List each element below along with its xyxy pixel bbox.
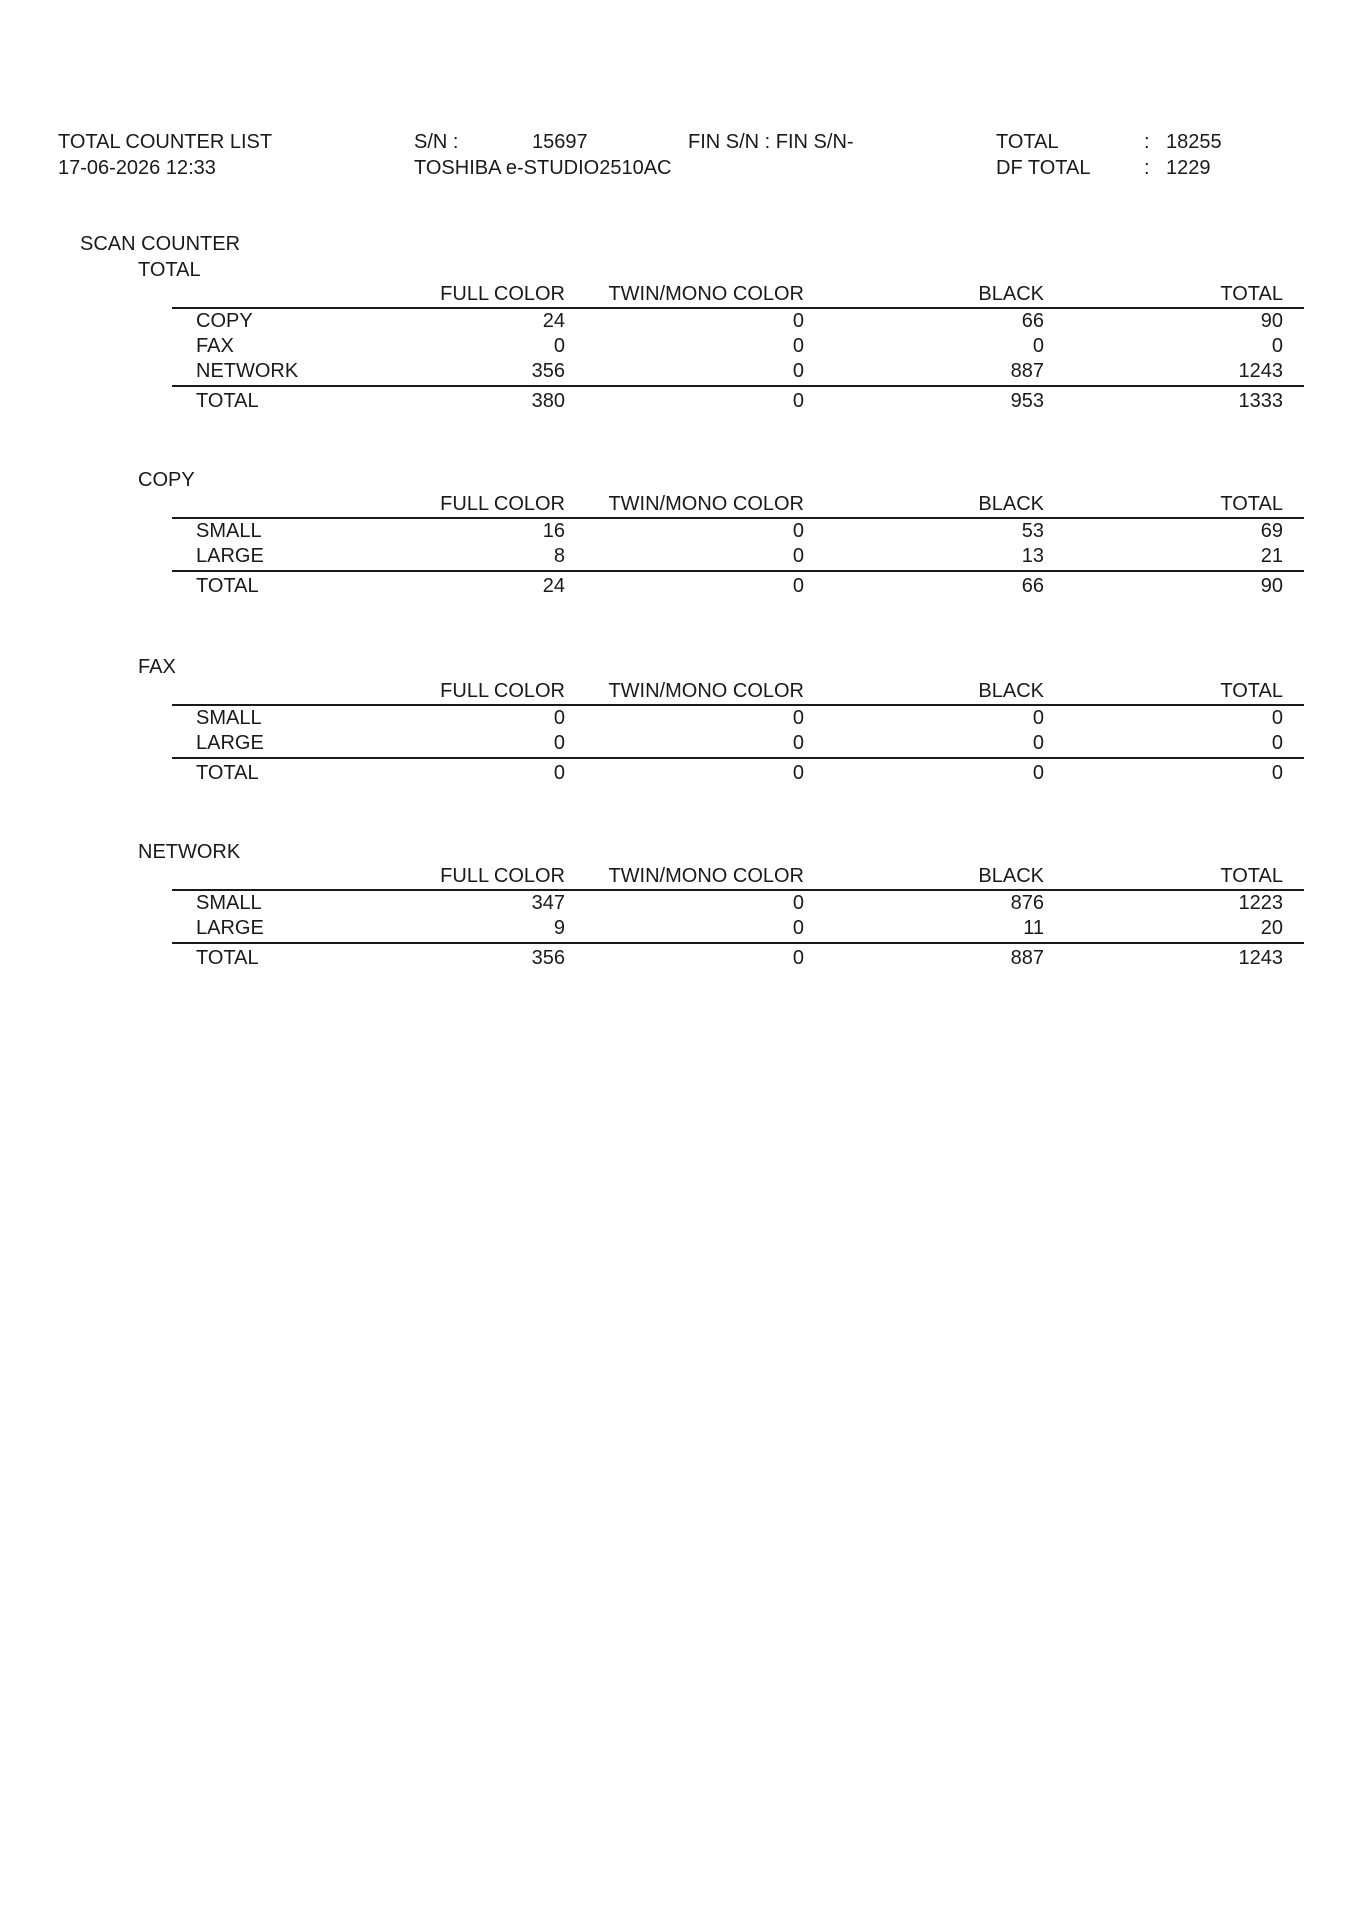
table-cell: 0: [792, 520, 804, 542]
table-cell: 1223: [1238, 892, 1283, 914]
total-cell: 66: [1021, 575, 1044, 597]
table-cell: 90: [1260, 310, 1283, 332]
total-cell: 0: [792, 575, 804, 597]
total-cell: 356: [531, 947, 565, 969]
table-cell: 69: [1260, 520, 1283, 542]
total-cell: 90: [1260, 575, 1283, 597]
df-total-value: 1229: [1166, 157, 1211, 179]
column-header-black: BLACK: [978, 865, 1044, 887]
column-header-full-color: FULL COLOR: [440, 493, 565, 515]
table-cell: 0: [792, 892, 804, 914]
table-cell: 0: [1271, 335, 1283, 357]
report-title: TOTAL COUNTER LIST: [58, 131, 273, 153]
total-row-label: TOTAL: [196, 390, 259, 412]
table-cell: 13: [1021, 545, 1044, 567]
column-header-full-color: FULL COLOR: [440, 865, 565, 887]
grand-total-value: 18255: [1166, 131, 1222, 153]
table-cell: 1243: [1238, 360, 1283, 382]
total-cell: 953: [1010, 390, 1044, 412]
table-cell: 887: [1010, 360, 1044, 382]
finisher-serial-number: FIN S/N : FIN S/N-: [688, 131, 854, 153]
total-cell: 887: [1010, 947, 1044, 969]
scan-counter-heading: SCAN COUNTER: [80, 233, 241, 255]
column-header-total: TOTAL: [1220, 865, 1283, 887]
row-label: COPY: [196, 310, 253, 332]
column-header-twin-mono-color: TWIN/MONO COLOR: [608, 493, 804, 515]
section-title-fax: FAX: [138, 656, 176, 678]
row-label: SMALL: [196, 707, 262, 729]
row-label: LARGE: [196, 917, 264, 939]
total-cell: 1333: [1238, 390, 1283, 412]
total-row-label: TOTAL: [196, 762, 259, 784]
total-cell: 0: [792, 390, 804, 412]
header-rule: [172, 704, 1304, 706]
table-cell: 347: [531, 892, 565, 914]
total-cell: 0: [553, 762, 565, 784]
table-cell: 0: [792, 707, 804, 729]
table-cell: 24: [542, 310, 565, 332]
table-cell: 20: [1260, 917, 1283, 939]
total-row-label: TOTAL: [196, 575, 259, 597]
row-label: FAX: [196, 335, 234, 357]
total-rule: [172, 757, 1304, 759]
total-rule: [172, 942, 1304, 944]
row-label: NETWORK: [196, 360, 299, 382]
section-title-copy: COPY: [138, 469, 195, 491]
column-header-total: TOTAL: [1220, 493, 1283, 515]
table-cell: 0: [1271, 707, 1283, 729]
table-cell: 21: [1260, 545, 1283, 567]
row-label: LARGE: [196, 732, 264, 754]
column-header-total: TOTAL: [1220, 283, 1283, 305]
total-cell: 0: [792, 762, 804, 784]
column-header-twin-mono-color: TWIN/MONO COLOR: [608, 680, 804, 702]
row-label: LARGE: [196, 545, 264, 567]
column-header-full-color: FULL COLOR: [440, 283, 565, 305]
total-cell: 380: [531, 390, 565, 412]
column-header-black: BLACK: [978, 283, 1044, 305]
section-title-network: NETWORK: [138, 841, 241, 863]
column-header-twin-mono-color: TWIN/MONO COLOR: [608, 865, 804, 887]
table-cell: 0: [792, 917, 804, 939]
total-rule: [172, 385, 1304, 387]
column-header-full-color: FULL COLOR: [440, 680, 565, 702]
table-cell: 0: [792, 732, 804, 754]
table-cell: 16: [542, 520, 565, 542]
total-cell: 1243: [1238, 947, 1283, 969]
table-cell: 66: [1021, 310, 1044, 332]
header-rule: [172, 307, 1304, 309]
table-cell: 0: [792, 310, 804, 332]
grand-total-label: TOTAL: [996, 131, 1059, 153]
column-header-black: BLACK: [978, 493, 1044, 515]
serial-number-value: 15697: [532, 131, 588, 153]
total-row-label: TOTAL: [196, 947, 259, 969]
table-cell: 0: [1271, 732, 1283, 754]
row-label: SMALL: [196, 892, 262, 914]
report-datetime: 17-06-2026 12:33: [58, 157, 216, 179]
table-cell: 0: [792, 545, 804, 567]
df-total-label: DF TOTAL: [996, 157, 1091, 179]
table-cell: 356: [531, 360, 565, 382]
table-cell: 9: [553, 917, 565, 939]
column-header-twin-mono-color: TWIN/MONO COLOR: [608, 283, 804, 305]
total-cell: 0: [792, 947, 804, 969]
serial-number-label: S/N :: [414, 131, 459, 153]
table-cell: 0: [1032, 335, 1044, 357]
total-cell: 0: [1271, 762, 1283, 784]
column-header-total: TOTAL: [1220, 680, 1283, 702]
table-cell: 0: [553, 707, 565, 729]
table-cell: 0: [792, 335, 804, 357]
row-label: SMALL: [196, 520, 262, 542]
table-cell: 0: [553, 732, 565, 754]
table-cell: 0: [1032, 707, 1044, 729]
table-cell: 0: [553, 335, 565, 357]
device-model: TOSHIBA e-STUDIO2510AC: [414, 157, 672, 179]
df-total-colon: :: [1144, 157, 1150, 179]
section-title-total: TOTAL: [138, 259, 201, 281]
table-cell: 0: [1032, 732, 1044, 754]
table-cell: 53: [1021, 520, 1044, 542]
grand-total-colon: :: [1144, 131, 1150, 153]
table-cell: 11: [1023, 917, 1044, 939]
table-cell: 8: [553, 545, 565, 567]
total-cell: 0: [1032, 762, 1044, 784]
header-rule: [172, 889, 1304, 891]
column-header-black: BLACK: [978, 680, 1044, 702]
total-rule: [172, 570, 1304, 572]
table-cell: 876: [1010, 892, 1044, 914]
table-cell: 0: [792, 360, 804, 382]
total-cell: 24: [542, 575, 565, 597]
header-rule: [172, 517, 1304, 519]
